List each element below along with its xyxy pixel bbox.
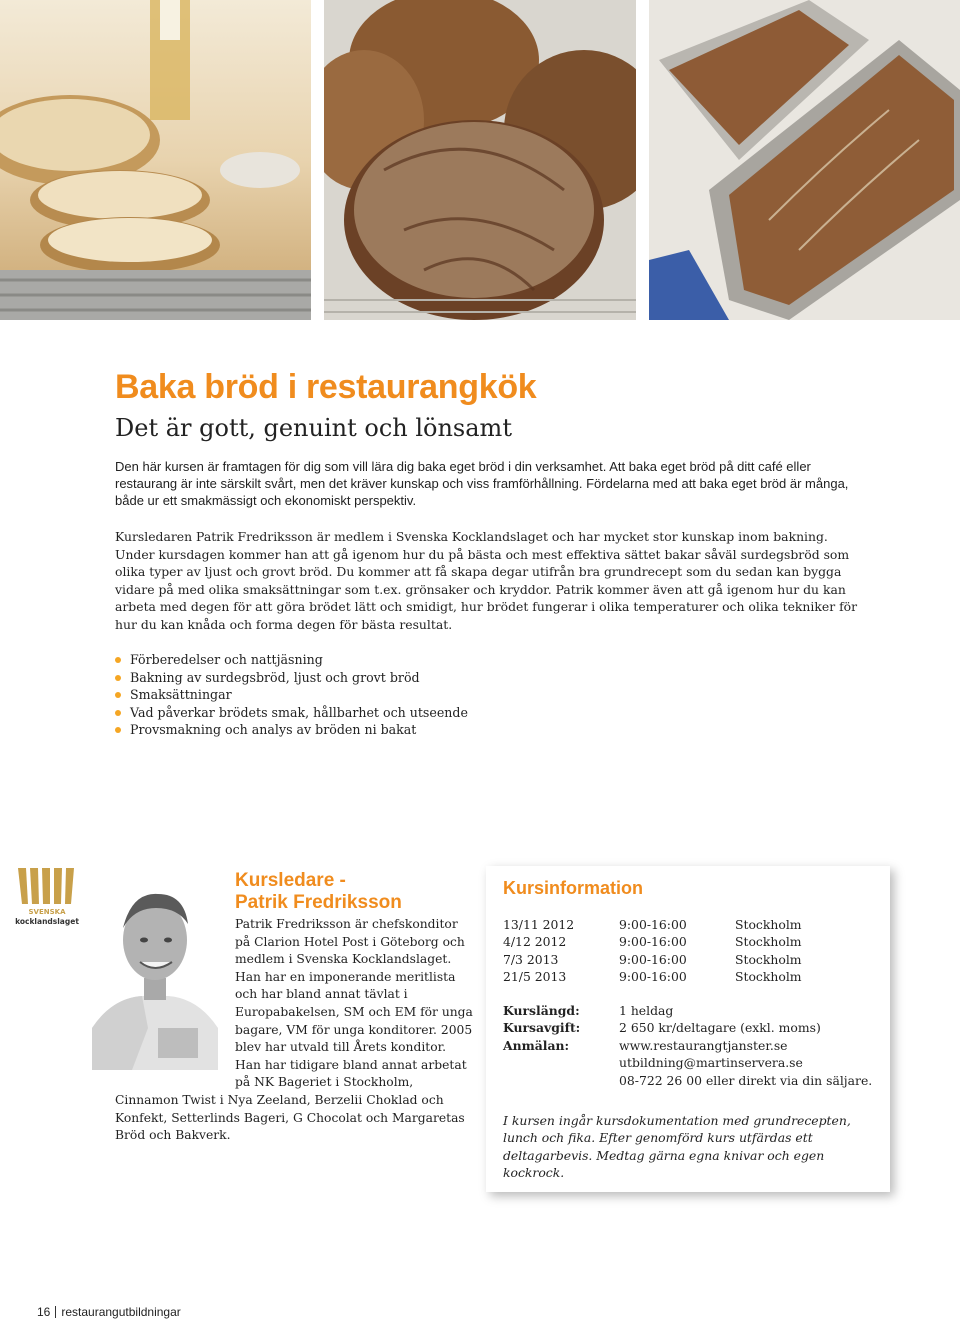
course-place: Stockholm	[735, 934, 802, 950]
table-row	[503, 933, 802, 950]
table-row	[503, 1002, 872, 1019]
list-item: Provsmakning och analys av bröden ni bakat	[115, 721, 468, 739]
course-length-value: 1 heldag	[619, 1003, 674, 1018]
page-title: Baka bröd i restaurangkök	[115, 368, 537, 406]
signup-website-link[interactable]: www.restaurangtjanster.se	[619, 1037, 788, 1053]
course-fee-label: Kursavgift:	[503, 1020, 581, 1036]
list-item: Bakning av surdegsbröd, ljust och grovt bröd	[115, 669, 468, 687]
signup-phone: 08-722 26 00 eller direkt via din säljare.	[619, 1072, 873, 1088]
table-row	[503, 1054, 872, 1071]
footer-section-name: restaurangutbildningar	[61, 1305, 181, 1319]
course-leader-name: Patrik Fredriksson	[235, 892, 402, 913]
course-dates-table	[503, 916, 802, 986]
page-footer	[37, 1305, 181, 1319]
table-row	[503, 951, 802, 968]
course-date: 7/3 2013	[503, 951, 559, 967]
list-item: Förberedelser och nattjäsning	[115, 651, 468, 669]
course-place: Stockholm	[735, 951, 802, 967]
course-info-box	[486, 866, 890, 1192]
course-time: 9:00-16:00	[619, 917, 687, 932]
course-fee-value: 2 650 kr/deltagare (exkl. moms)	[619, 1020, 821, 1036]
course-info-heading: Kursinformation	[503, 878, 644, 898]
course-date: 13/11 2012	[503, 917, 575, 932]
course-time: 9:00-16:00	[619, 934, 687, 950]
round-sourdough-loaves-photo	[324, 0, 636, 320]
logo-text-top: SVENSKA	[28, 908, 66, 916]
footer-divider	[55, 1306, 56, 1318]
table-row	[503, 916, 802, 933]
course-leader-heading	[235, 870, 402, 914]
course-leader-bio-text: Patrik Fredriksson är chefskonditor på Clarion Hotel Post i Göteborg och medlem i Svenska Kocklandslaget. Han har en imponerande meritlista och har bland annat tävlat i Europabakelsen, SM och EM för unga bagare, VM för unga konditorer. 2005 blev har utvald till Årets konditor. Han har tidigare bland annat arbetat på NK Bageriet i Stockholm, Cinnamon Twist i Nya Zeeland, Berzelii Choklad och Konfekt, Setterlinds Bageri, G Chocolat och Margaretas Bröd och Bakverk.	[115, 917, 473, 1143]
bread-in-baking-tins-photo	[649, 0, 960, 320]
bread-slices-photo	[0, 0, 311, 320]
signup-label: Anmälan:	[503, 1037, 570, 1053]
signup-email-link[interactable]: utbildning@martinservera.se	[619, 1055, 803, 1071]
page-subtitle: Det är gott, genuint och lönsamt	[115, 414, 512, 442]
course-time: 9:00-16:00	[619, 969, 687, 985]
list-item: Smaksättningar	[115, 686, 468, 704]
course-leader-heading-line1: Kursledare -	[235, 870, 346, 891]
list-item: Vad påverkar brödets smak, hållbarhet och utseende	[115, 704, 468, 722]
course-topics-list	[115, 651, 468, 739]
logo-text-bottom: kocklandslaget	[15, 917, 79, 926]
course-info-note: I kursen ingår kursdokumentation med grundrecepten, lunch och fika. Efter genomförd kurs utfärdas ett deltagarbevis. Medtag gärna egna knivar och egen kockrock.	[503, 1113, 851, 1181]
course-date: 21/5 2013	[503, 969, 567, 985]
intro-paragraph: Den här kursen är framtagen för dig som vill lära dig baka eget bröd i din verksamhet. Att baka eget bröd på ditt café eller restaurang är inte särskilt svårt, men det kräver kunskap och viss framförhållning. Fördelarna med att baka eget bröd är många, både ur ett smakmässigt och ekonomiskt perspektiv.	[115, 459, 849, 508]
table-row	[503, 1072, 872, 1089]
course-length-label: Kurslängd:	[503, 1003, 580, 1018]
page-number: 16	[37, 1305, 51, 1319]
course-details-table	[503, 1002, 872, 1089]
table-row	[503, 1037, 872, 1054]
course-leader-bio	[115, 916, 475, 1145]
course-date: 4/12 2012	[503, 934, 567, 950]
svenska-kocklandslaget-logo	[14, 866, 80, 930]
course-place: Stockholm	[735, 969, 802, 985]
course-time: 9:00-16:00	[619, 951, 687, 967]
course-description: Kursledaren Patrik Fredriksson är medlem i Svenska Kocklandslaget och har mycket stor kunskap inom bakning. Under kursdagen kommer han att gå igenom hur du på bästa och mest effektiva sättet bakar såväl surdegsbröd som olika typer av ljust och grovt bröd. Du kommer att få skapa degar utifrån bra grundrecept som du sedan kan bygga vidare på med olika smaksättningar som t.ex. grönsaker och kryddor. Patrik kommer även att gå igenom hur du kan arbeta med degen för att göra brödet lätt och smidigt, hur brödet fungerar i olika temperaturer och olika tekniker för hur du kan knåda och forma degen för bästa resultat.	[115, 529, 858, 632]
table-row	[503, 968, 802, 985]
course-place: Stockholm	[735, 917, 802, 932]
table-row	[503, 1019, 872, 1036]
